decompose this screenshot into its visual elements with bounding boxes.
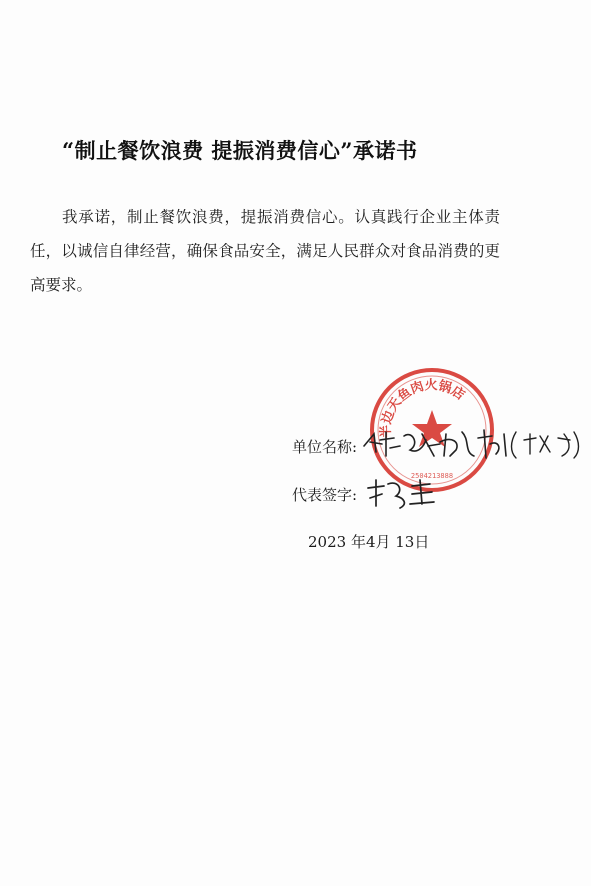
- representative-label: 代表签字:: [292, 486, 358, 504]
- letter-title: “制止餐饮浪费 提振消费信心”承诺书: [62, 138, 418, 163]
- seal-text: 半边天鱼肉火锅店: [378, 378, 468, 439]
- unit-name-label: 单位名称:: [292, 438, 358, 456]
- seal-number: 2504213888: [410, 472, 454, 480]
- representative-field: [292, 484, 357, 505]
- letter-body: 我承诺，制止餐饮浪费，提振消费信心。认真践行企业主体责任，以诚信自律经营，确保食品安全，满足人民群众对食品消费的更高要求。: [30, 208, 500, 294]
- signing-date: 2023 年4月 13日: [308, 533, 430, 551]
- unit-name-field: [292, 436, 357, 457]
- official-seal-icon: [368, 366, 496, 494]
